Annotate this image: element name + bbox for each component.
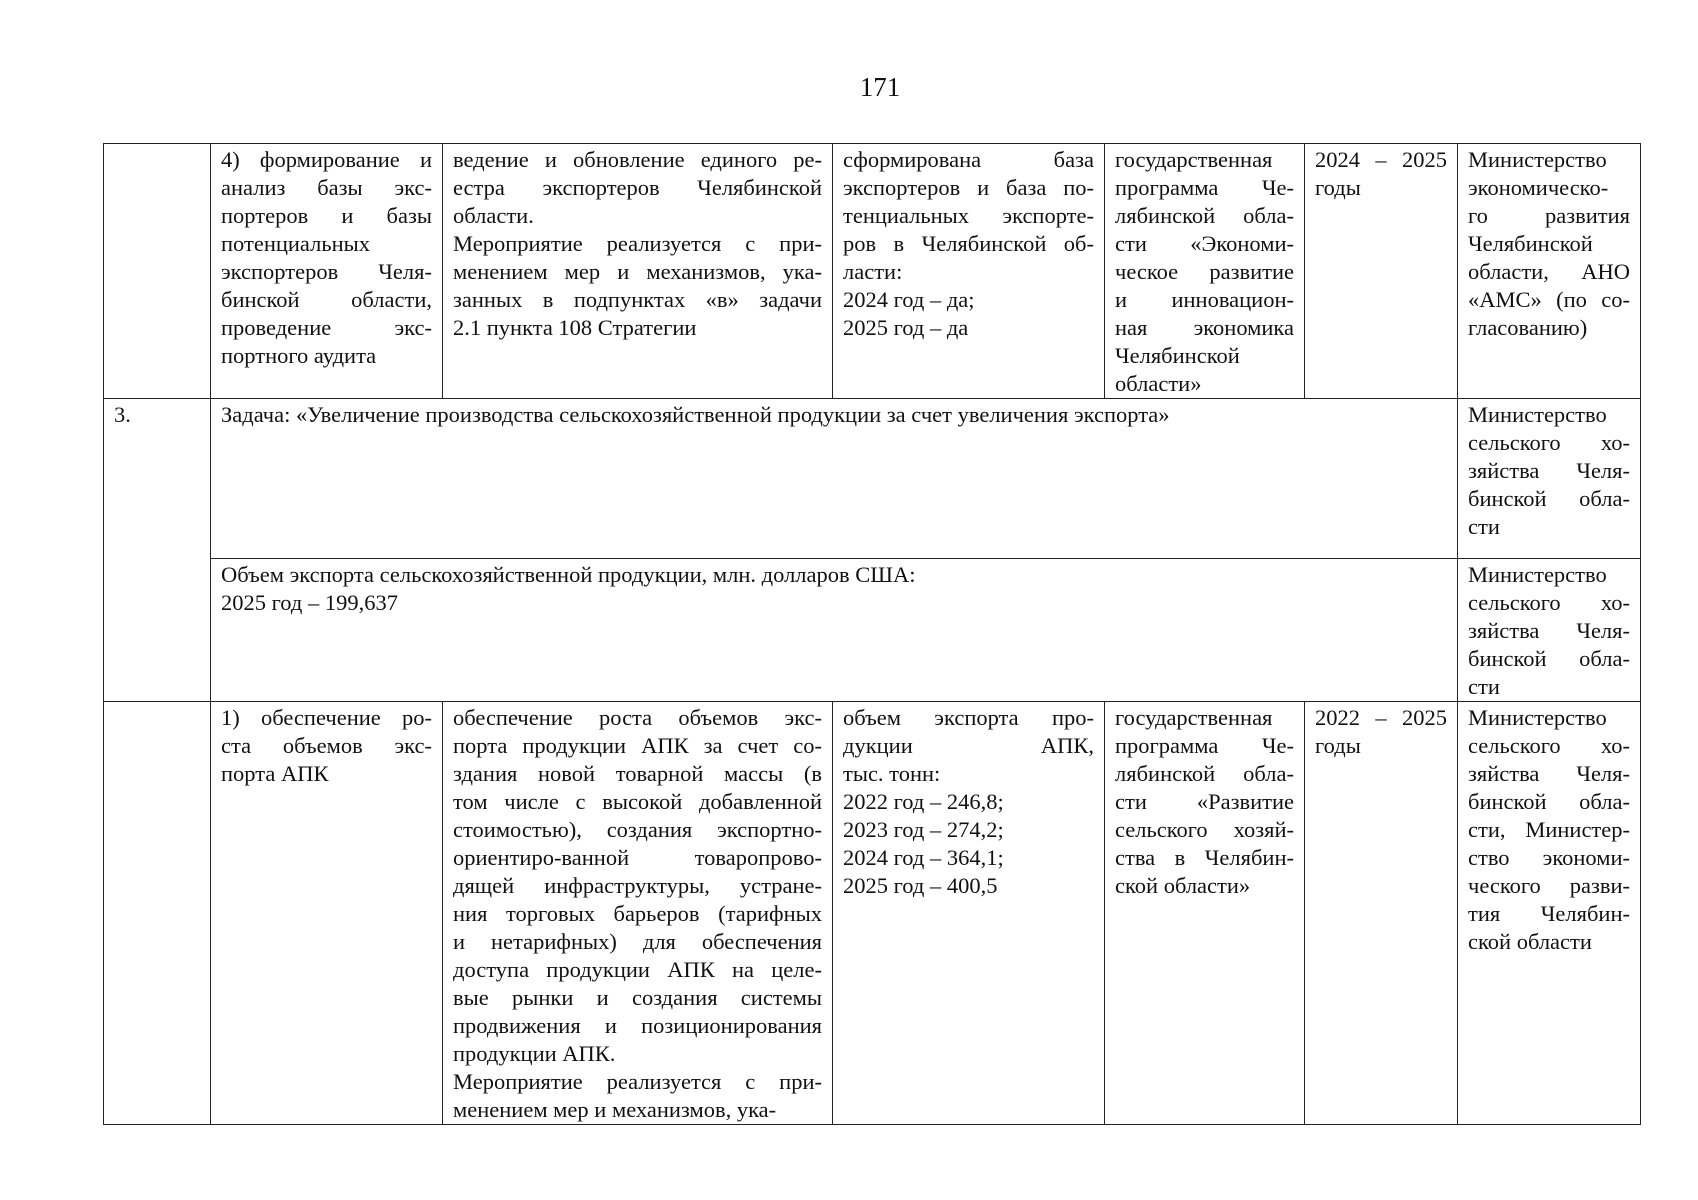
page-number: 171 bbox=[859, 72, 901, 102]
cell-line: порта АПК bbox=[221, 761, 329, 786]
table-row bbox=[104, 144, 1641, 399]
indicator-value: 2025 год – 199,637 bbox=[221, 590, 398, 615]
cell-line: годы bbox=[1315, 733, 1361, 758]
result-cell bbox=[833, 702, 1105, 1125]
cell-line: сельского хо- bbox=[1468, 430, 1630, 455]
cell-line: ориентиро-ванной товаропрово- bbox=[453, 845, 822, 870]
cell-line: 4) формирование и bbox=[221, 147, 432, 172]
cell-line: сти, Министер- bbox=[1468, 817, 1630, 842]
responsible-cell bbox=[1458, 144, 1641, 399]
cell-line: тыс. тонн: bbox=[843, 761, 941, 786]
cell-line: программа Че- bbox=[1115, 175, 1294, 200]
cell-line: вые рынки и создания системы bbox=[453, 985, 822, 1010]
cell-line: Министерство bbox=[1468, 562, 1607, 587]
table-row bbox=[104, 702, 1641, 1125]
cell-line: зяйства Челя- bbox=[1468, 761, 1630, 786]
cell-line: сти «Экономи- bbox=[1115, 231, 1294, 256]
cell-line: Министерство bbox=[1468, 147, 1607, 172]
cell-line: ния торговых барьеров (тарифных bbox=[453, 901, 822, 926]
cell-line: гласованию) bbox=[1468, 315, 1588, 340]
cell-line: 2.1 пункта 108 Стратегии bbox=[453, 315, 697, 340]
cell-line: Мероприятие реализуется с при- bbox=[453, 1069, 822, 1094]
row-number-cell bbox=[104, 144, 211, 399]
cell-line: области. bbox=[453, 203, 534, 228]
cell-line: портеров и базы bbox=[221, 203, 432, 228]
cell-line: анализ базы экс- bbox=[221, 175, 432, 200]
cell-line: Мероприятие реализуется с при- bbox=[453, 231, 822, 256]
row-number-cell: 3. bbox=[104, 399, 211, 702]
cell-line: годы bbox=[1315, 175, 1361, 200]
cell-line: тенциальных экспорте- bbox=[843, 203, 1094, 228]
table-row bbox=[104, 399, 1641, 559]
indicator-cell bbox=[211, 559, 1458, 702]
cell-line: 2025 год – да bbox=[843, 315, 969, 340]
cell-line: 1) обеспечение ро- bbox=[221, 705, 432, 730]
strategy-table bbox=[103, 143, 1641, 1125]
cell-line: порта продукции АПК за счет со- bbox=[453, 733, 822, 758]
cell-line: дящей инфраструктуры, устране- bbox=[453, 873, 822, 898]
cell-line: ческое развитие bbox=[1115, 259, 1294, 284]
cell-line: зяйства Челя- bbox=[1468, 618, 1630, 643]
cell-line: 2025 год – 400,5 bbox=[843, 873, 998, 898]
cell-line: сельского хо- bbox=[1468, 590, 1630, 615]
cell-line: менением мер и механизмов, ука- bbox=[453, 1097, 777, 1122]
cell-line: сти bbox=[1468, 514, 1500, 539]
cell-line: 2022 год – 246,8; bbox=[843, 789, 1004, 814]
cell-line: здания новой товарной массы (в bbox=[453, 761, 822, 786]
cell-line: сти «Развитие bbox=[1115, 789, 1294, 814]
content-cell bbox=[443, 702, 833, 1125]
cell-line: Министерство bbox=[1468, 705, 1607, 730]
cell-line: доступа продукции АПК на целе- bbox=[453, 957, 822, 982]
cell-line: сформирована база bbox=[843, 147, 1094, 172]
cell-line: Челябинской bbox=[1115, 343, 1240, 368]
cell-line: области» bbox=[1115, 371, 1202, 396]
indicator-title: Объем экспорта сельскохозяйственной продукции, млн. долларов США: bbox=[221, 562, 916, 587]
cell-line: ской области bbox=[1468, 929, 1592, 954]
cell-line: Министерство bbox=[1468, 402, 1607, 427]
cell-line: ласти: bbox=[843, 259, 903, 284]
cell-line: том числе с высокой добавленной bbox=[453, 789, 822, 814]
cell-line: дукции АПК, bbox=[843, 733, 1094, 758]
cell-line: бинской обла- bbox=[1468, 789, 1630, 814]
cell-line: и инновацион- bbox=[1115, 287, 1294, 312]
cell-line: государственная bbox=[1115, 147, 1273, 172]
cell-line: ная экономика bbox=[1115, 315, 1294, 340]
result-cell bbox=[833, 144, 1105, 399]
cell-line: 2023 год – 274,2; bbox=[843, 817, 1004, 842]
cell-line: го развития bbox=[1468, 203, 1630, 228]
cell-line: 2022 – 2025 bbox=[1315, 705, 1447, 730]
cell-line: 2024 год – 364,1; bbox=[843, 845, 1004, 870]
cell-line: занных в подпунктах «в» задачи bbox=[453, 287, 822, 312]
cell-line: естра экспортеров Челябинской bbox=[453, 175, 822, 200]
cell-line: продвижения и позиционирования bbox=[453, 1013, 822, 1038]
cell-line: Челябинской bbox=[1468, 231, 1593, 256]
cell-line: «АМС» (по со- bbox=[1468, 287, 1630, 312]
cell-line: сельского хо- bbox=[1468, 733, 1630, 758]
cell-line: обеспечение роста объемов экс- bbox=[453, 705, 822, 730]
cell-line: бинской области, bbox=[221, 287, 432, 312]
cell-line: 2024 – 2025 bbox=[1315, 147, 1447, 172]
cell-line: программа Че- bbox=[1115, 733, 1294, 758]
cell-line: лябинской обла- bbox=[1115, 761, 1294, 786]
row-number-cell bbox=[104, 702, 211, 1125]
cell-line: потенциальных bbox=[221, 231, 371, 256]
content-cell bbox=[443, 144, 833, 399]
cell-line: менением мер и механизмов, ука- bbox=[453, 259, 822, 284]
cell-line: сти bbox=[1468, 674, 1500, 699]
cell-line: портного аудита bbox=[221, 343, 377, 368]
cell-line: экспортеров Челя- bbox=[221, 259, 432, 284]
cell-line: бинской обла- bbox=[1468, 486, 1630, 511]
period-cell bbox=[1305, 144, 1458, 399]
cell-line: ской области» bbox=[1115, 873, 1251, 898]
task-heading-cell: Задача: «Увеличение производства сельскохозяйственной продукции за счет увеличения экспорта» bbox=[211, 399, 1458, 559]
cell-line: ста объемов экс- bbox=[221, 733, 432, 758]
cell-line: ческого разви- bbox=[1468, 873, 1630, 898]
cell-line: продукции АПК. bbox=[453, 1041, 616, 1066]
cell-line: проведение экс- bbox=[221, 315, 432, 340]
measure-cell bbox=[211, 144, 443, 399]
cell-line: лябинской обла- bbox=[1115, 203, 1294, 228]
cell-line: ведение и обновление единого ре- bbox=[453, 147, 822, 172]
cell-line: экспортеров и база по- bbox=[843, 175, 1094, 200]
cell-line: 2024 год – да; bbox=[843, 287, 975, 312]
cell-line: экономическо- bbox=[1468, 175, 1609, 200]
cell-line: ства в Челябин- bbox=[1115, 845, 1294, 870]
measure-cell bbox=[211, 702, 443, 1125]
cell-line: сельского хозяй- bbox=[1115, 817, 1294, 842]
cell-line: государственная bbox=[1115, 705, 1273, 730]
cell-line: тия Челябин- bbox=[1468, 901, 1630, 926]
period-cell bbox=[1305, 702, 1458, 1125]
cell-line: стоимостью), создания экспортно- bbox=[453, 817, 822, 842]
cell-line: объем экспорта про- bbox=[843, 705, 1094, 730]
cell-line: ров в Челябинской об- bbox=[843, 231, 1094, 256]
program-cell bbox=[1105, 702, 1305, 1125]
cell-line: ство экономи- bbox=[1468, 845, 1630, 870]
cell-line: области, АНО bbox=[1468, 259, 1630, 284]
table-row bbox=[104, 559, 1641, 702]
cell-line: и нетарифных) для обеспечения bbox=[453, 929, 822, 954]
cell-line: бинской обла- bbox=[1468, 646, 1630, 671]
responsible-cell bbox=[1458, 702, 1641, 1125]
responsible-cell bbox=[1458, 559, 1641, 702]
program-cell bbox=[1105, 144, 1305, 399]
cell-line: зяйства Челя- bbox=[1468, 458, 1630, 483]
responsible-cell bbox=[1458, 399, 1641, 559]
